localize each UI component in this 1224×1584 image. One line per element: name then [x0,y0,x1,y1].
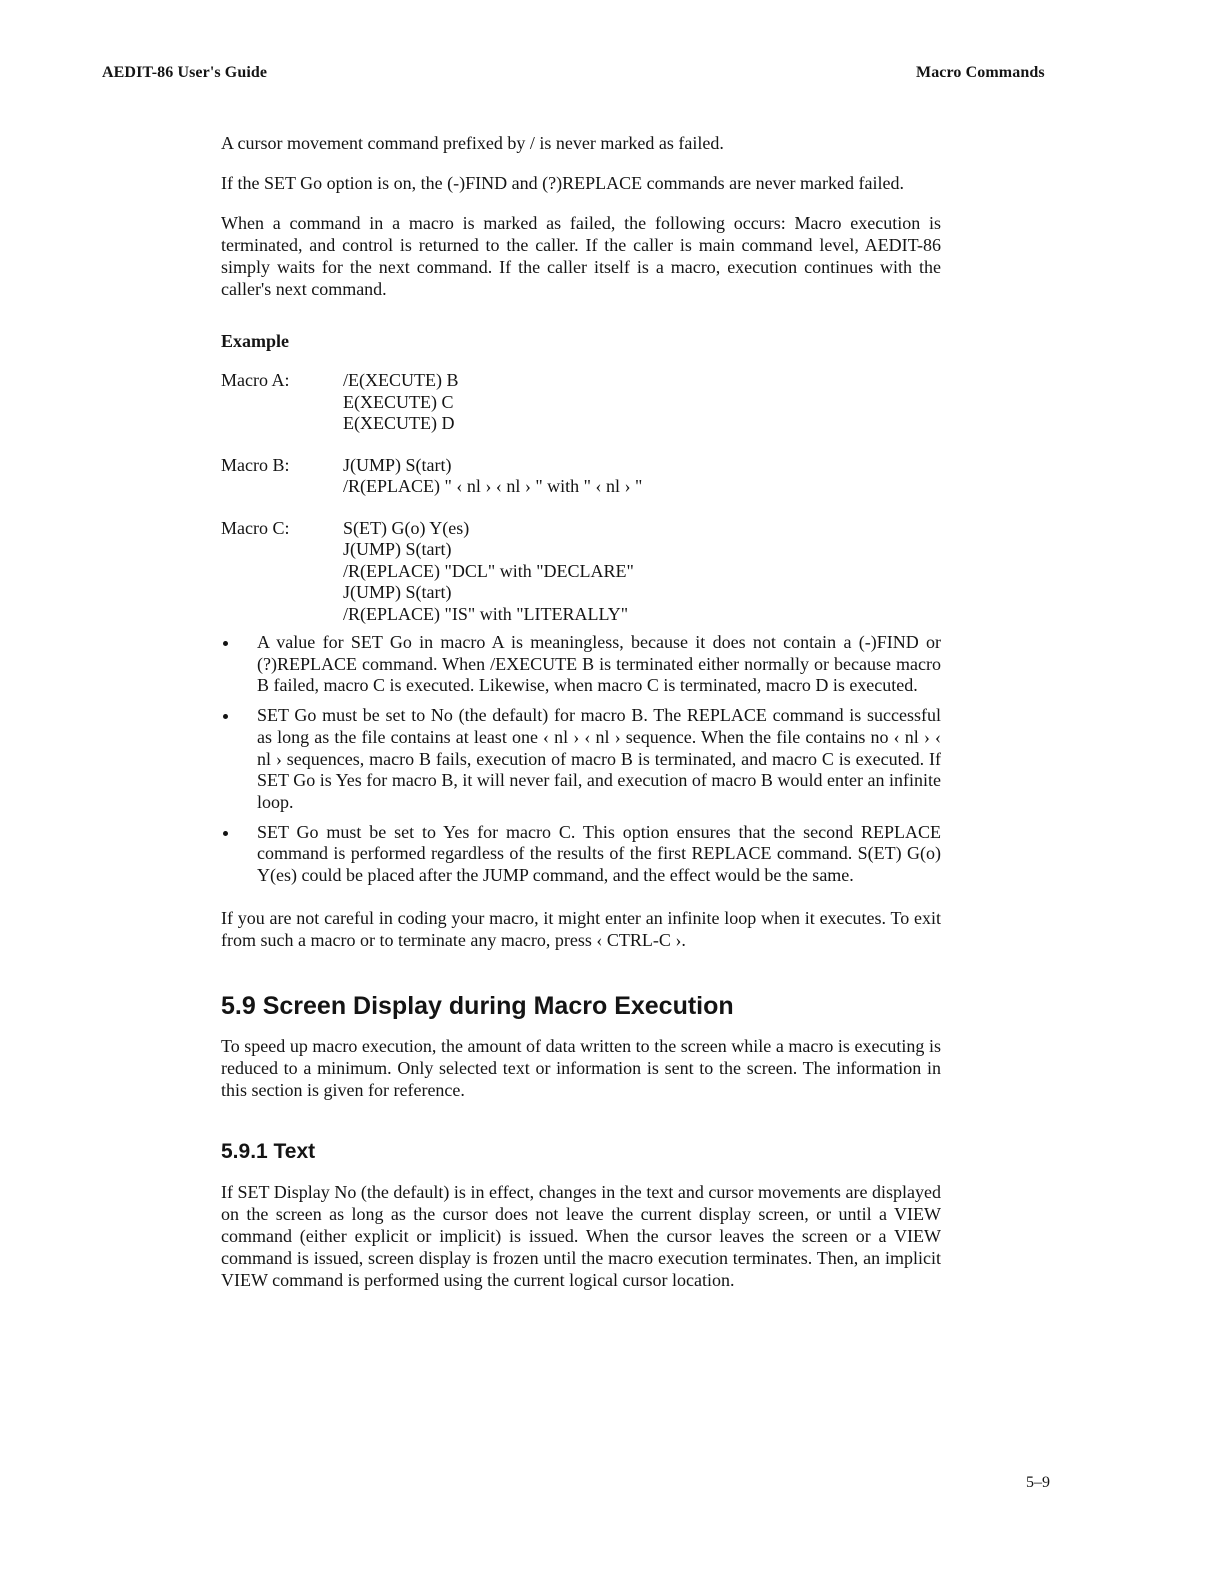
macro-a-lines [343,370,458,435]
example-heading: Example [221,331,290,351]
bullet-text: A value for SET Go in macro A is meaningless, because it does not contain a (-)FIND or (?)REPLACE command. When /EXECUTE B is terminated either normally or because macro B failed, macro C is executed. Likewise, when macro C is terminated, macro D is executed. [257,632,941,696]
macro-line: J(UMP) S(tart) [343,582,452,602]
running-header-title: AEDIT-86 User's Guide [102,64,268,81]
bullet-item [221,822,941,887]
macro-line: /R(EPLACE) " ‹ nl › ‹ nl › " with " ‹ nl › " [343,476,643,496]
page-number: 5–9 [1026,1474,1050,1491]
paragraph-text-display: If SET Display No (the default) is in effect, changes in the text and cursor movements are displayed on the screen as long as the cursor does not leave the current display screen, or until a VIEW command (either explicit or implicit) is issued. When the cursor leaves the screen or a VIEW command is issued, screen display is frozen until the macro execution terminates. Then, an implicit VIEW command is performed using the current logical cursor location. [221,1181,941,1290]
macro-c [221,518,941,626]
bullet-dot-icon [223,831,228,836]
paragraph-infinite-loop: If you are not careful in coding your macro, it might enter an infinite loop when it executes. To exit from such a macro or to terminate any macro, press ‹ CTRL-C ›. [221,907,941,950]
page-content [221,132,941,1291]
explanation-bullets [221,632,941,887]
bullet-item [221,705,941,814]
macro-line: E(XECUTE) D [343,413,455,433]
macro-b-lines [343,455,642,498]
bullet-text: SET Go must be set to No (the default) for macro B. The REPLACE command is successful as long as the file contains at least one ‹ nl › ‹ nl › sequence. When the file contains no ‹ nl › ‹ nl › sequences, macro B fails, execution of macro B is terminated, and macro C is executed. If SET Go is Yes for macro B, it will never fail, and execution of macro B would enter an infinite loop. [257,705,941,812]
macro-line: /R(EPLACE) "IS" with "LITERALLY" [343,603,629,624]
macro-c-label: Macro C: [221,517,290,538]
paragraph-set-go: If the SET Go option is on, the (-)FIND and (?)REPLACE commands are never marked failed. [221,173,904,193]
macro-a-label: Macro A: [221,370,290,390]
running-header-chapter: Macro Commands [916,64,1045,81]
macro-b-label: Macro B: [221,454,290,475]
paragraph-failed-command: When a command in a macro is marked as failed, the following occurs: Macro execution is terminated, and control is returned to the caller. If the caller is main command level, AEDIT-86 simply waits for the next command. If the caller itself is a macro, execution continues with the caller's next command. [221,213,941,299]
bullet-dot-icon [223,641,228,646]
macro-line: E(XECUTE) C [343,391,454,412]
section-heading-5-9: 5.9 Screen Display during Macro Execution [221,991,734,1020]
paragraph-screen-display: To speed up macro execution, the amount of data written to the screen while a macro is executing is reduced to a minimum. Only selected text or information is sent to the screen. The information in this section is given for reference. [221,1035,941,1100]
paragraph-cursor-movement: A cursor movement command prefixed by / is never marked as failed. [221,133,724,153]
macro-line: /E(XECUTE) B [343,370,459,390]
macro-line: S(ET) G(o) Y(es) [343,517,470,538]
macro-line: J(UMP) S(tart) [343,454,452,475]
macro-a [221,370,941,435]
bullet-item [221,632,941,697]
bullet-dot-icon [223,714,228,719]
section-heading-5-9-1: 5.9.1 Text [221,1139,316,1163]
macro-c-lines [343,518,634,626]
macro-b [221,455,941,498]
macro-line: /R(EPLACE) "DCL" with "DECLARE" [343,560,634,581]
bullet-text: SET Go must be set to Yes for macro C. This option ensures that the second REPLACE command is performed regardless of the results of the first REPLACE command. S(ET) G(o) Y(es) could be placed after the JUMP command, and the effect would be the same. [257,821,941,886]
macro-line: J(UMP) S(tart) [343,539,452,559]
